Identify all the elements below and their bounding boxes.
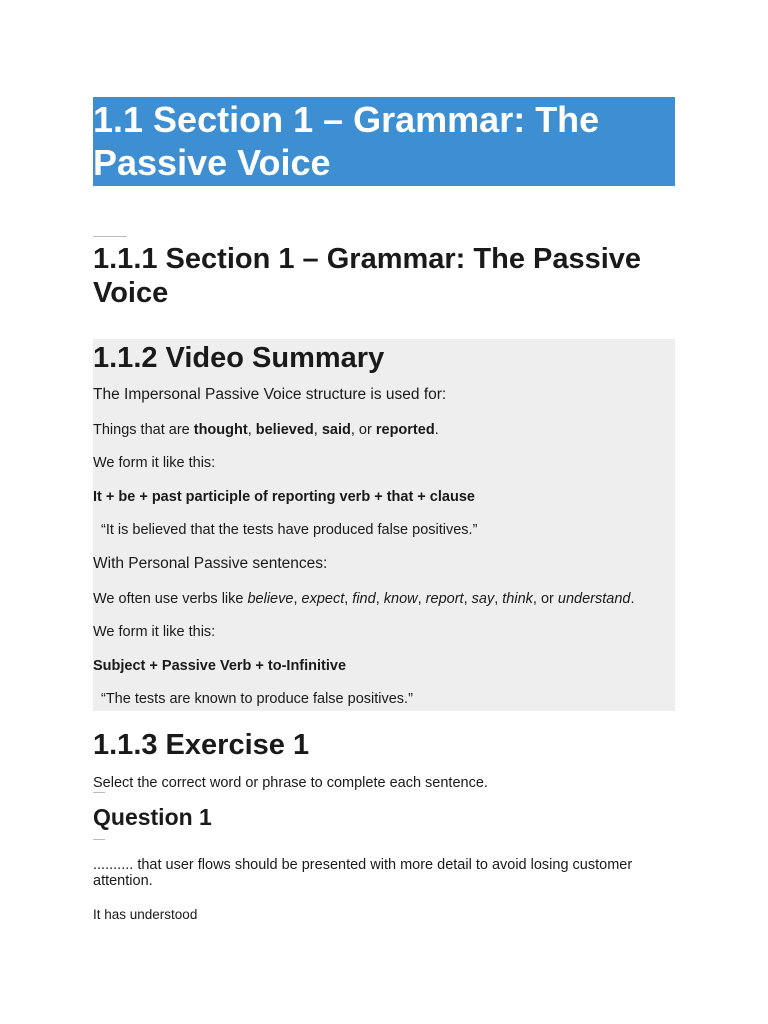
- document-page: [93, 97, 675, 923]
- sep: ,: [494, 591, 503, 607]
- verb-say: say: [471, 591, 495, 607]
- word-said: said: [321, 422, 351, 438]
- verbs-prefix: We often use verbs like: [93, 591, 248, 607]
- exercise-heading: 1.1.3 Exercise 1: [93, 729, 310, 761]
- formula-2: Subject + Passive Verb + to-Infinitive: [93, 658, 347, 674]
- sep: , or: [350, 422, 376, 438]
- page-title: 1.1 Section 1 – Grammar: The Passive Voice: [93, 97, 675, 186]
- things-prefix: Things that are: [93, 422, 194, 438]
- sep: ,: [344, 591, 353, 607]
- sep: ,: [293, 591, 302, 607]
- subsection-title: 1.1.1 Section 1 – Grammar: The Passive Voice: [93, 243, 642, 309]
- video-summary-heading: 1.1.2 Video Summary: [93, 342, 385, 374]
- video-summary-box: [93, 339, 675, 711]
- sep: ,: [247, 422, 256, 438]
- exercise-instruction: Select the correct word or phrase to complete each sentence.: [93, 775, 488, 791]
- verb-expect: expect: [301, 591, 345, 607]
- things-suffix: .: [434, 422, 439, 438]
- verb-think: think: [502, 591, 533, 607]
- verb-report: report: [425, 591, 464, 607]
- example-1: “It is believed that the tests have produced false positives.”: [101, 522, 478, 538]
- question-heading: Question 1: [93, 804, 212, 830]
- question-text: .......... that user flows should be presented with more detail to avoid losing customer attention.: [93, 857, 633, 889]
- sep: ,: [417, 591, 426, 607]
- impersonal-intro: The Impersonal Passive Voice structure is used for:: [93, 386, 447, 403]
- formula-1: It + be + past participle of reporting verb + that + clause: [93, 489, 475, 505]
- verb-find: find: [352, 591, 376, 607]
- underline-mark: [93, 792, 105, 793]
- things-line: [93, 422, 675, 439]
- word-thought: thought: [193, 422, 248, 438]
- sep: ,: [313, 422, 322, 438]
- verb-know: know: [383, 591, 418, 607]
- form-label-1: We form it like this:: [93, 455, 216, 471]
- example-2: “The tests are known to produce false positives.”: [101, 691, 413, 707]
- divider-mark: [93, 236, 127, 237]
- verbs-line: [93, 591, 675, 608]
- verb-believe: believe: [247, 591, 294, 607]
- sep: ,: [375, 591, 384, 607]
- underline-mark: [93, 839, 105, 840]
- word-believed: believed: [255, 422, 314, 438]
- word-reported: reported: [375, 422, 435, 438]
- personal-intro: With Personal Passive sentences:: [93, 555, 328, 572]
- sep: , or: [532, 591, 558, 607]
- answer-option[interactable]: It has understood: [93, 907, 198, 922]
- verb-understand: understand: [557, 591, 631, 607]
- sep: ,: [463, 591, 472, 607]
- verbs-suffix: .: [630, 591, 635, 607]
- form-label-2: We form it like this:: [93, 624, 216, 640]
